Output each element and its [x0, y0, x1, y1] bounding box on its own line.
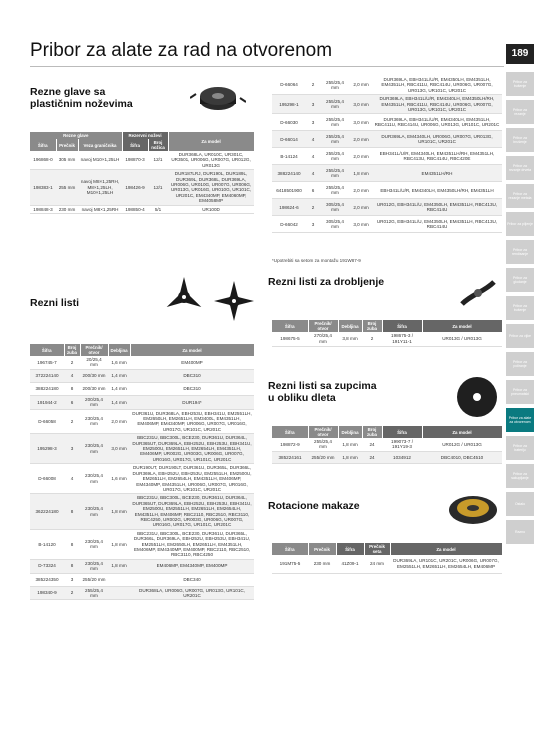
table-cell: 198383-1	[30, 170, 56, 205]
header-sifra-2: Šifra	[382, 320, 422, 332]
table-row	[30, 434, 254, 464]
table-cell: 305 mm	[56, 151, 78, 170]
table-cell: 372224140	[30, 369, 64, 382]
table-cell: DBC310	[130, 382, 254, 395]
sidebar-tab[interactable]: Ostalo	[506, 492, 534, 516]
section-title-rezne-glave	[30, 86, 133, 110]
table-cell: 1,8 mm	[108, 559, 130, 573]
section-title-rotacione-makaze: Rotacione makaze	[268, 500, 360, 512]
header-debljina: Debljina	[338, 426, 362, 438]
table-rezni-listi-continued	[272, 76, 502, 233]
table-cell: 198624-6	[272, 199, 306, 216]
table-cell: 198870-3	[122, 151, 148, 170]
header-sifra: Šifra	[272, 320, 308, 332]
table-cell: 385224350	[30, 573, 64, 586]
table-cell: 2,0 mm	[350, 148, 372, 165]
table-cell: 3	[306, 95, 320, 114]
table-cell: 2	[306, 76, 320, 95]
table-cell: 8	[64, 559, 80, 573]
table-row	[272, 114, 502, 131]
header-precnik-seta: Prečnik seta	[364, 543, 390, 555]
table-rezne-glave	[30, 132, 255, 214]
page-number: 189	[506, 44, 534, 64]
table-row	[272, 165, 502, 182]
sidebar-tab[interactable]: Pribor za vijke	[506, 324, 534, 348]
table-row	[272, 332, 502, 346]
table-cell: 1,4 mm	[108, 369, 130, 382]
table-cell: 230/25,4 mm	[80, 434, 108, 464]
table-cell: 2,0 mm	[350, 182, 372, 199]
table-cell: 3,0 mm	[350, 95, 372, 114]
table-cell: 195298-1	[272, 95, 306, 114]
sidebar-tab[interactable]: Pribor za bušenje	[506, 72, 534, 96]
table-cell: DUR369LA, EM4340LH, UR006G, UR007G, UR013G, UR101C, UR201C	[372, 131, 502, 148]
table-cell: EM406MP, EM4340MP, EM400MP	[130, 559, 254, 573]
table-cell: 3,0 mm	[350, 114, 372, 131]
table-cell: UR012G / UR013G	[422, 438, 502, 451]
table-cell: D-66014	[272, 131, 306, 148]
table-cell: 198340-9	[30, 586, 64, 600]
header-sifra-2: Šifra	[382, 426, 422, 438]
section-title-line2: u obliku dleta	[268, 392, 336, 404]
table-cell: 4	[306, 131, 320, 148]
table-cell: 2	[362, 332, 382, 346]
table-cell: 388224140	[272, 165, 306, 182]
table-cell: 1,6 mm	[108, 464, 130, 494]
section-title-line1: Rezne glave sa	[30, 86, 106, 98]
table-cell: 255/25,4 mm	[320, 95, 350, 114]
header-broj-zuba: Broj zuba	[362, 320, 382, 332]
header-za-model: Za model	[422, 320, 502, 332]
table-cell: 255/25,4 mm	[80, 586, 108, 600]
table-cell: 4	[306, 148, 320, 165]
table-cell: 255/25,4 mm	[320, 165, 350, 182]
table-cell: UR013G / UR013G	[422, 332, 502, 346]
section-title-rezni-listi: Rezni listi	[30, 297, 80, 309]
table-cell: 1,8 mm	[350, 165, 372, 182]
table-row	[272, 95, 502, 114]
section-title-line2: plastičnim noževima	[30, 98, 133, 110]
table-cell: D-66030	[272, 114, 306, 131]
table-row	[272, 451, 502, 463]
table-row	[272, 148, 502, 165]
header-broj-zuba: Broj zuba	[64, 344, 80, 356]
header-debljina: Debljina	[338, 320, 362, 332]
table-cell: 195298-3	[30, 434, 64, 464]
header-precnik: Prečnik	[308, 543, 336, 555]
table-row	[30, 464, 254, 494]
sidebar-tab[interactable]: Pribor za glodanje	[506, 268, 534, 292]
table-zupci	[272, 426, 503, 464]
table-cell: 4	[306, 165, 320, 182]
table-cell: 198675-5	[272, 332, 308, 346]
table-cell: 2	[64, 356, 80, 369]
table-cell: 198848-3	[30, 205, 56, 213]
sidebar-tab[interactable]: Pribor za bateriju	[506, 436, 534, 460]
section-title-line1: Rezni listi sa zupcima	[268, 380, 377, 392]
header-precnik: Prečnik	[56, 139, 78, 151]
table-cell: 24 mm	[364, 555, 390, 573]
sidebar-tab[interactable]: Pribor za brušenje	[506, 128, 534, 152]
table-cell: 198850-4	[122, 205, 148, 213]
table-cell: D-66042	[272, 216, 306, 233]
header-za-model: Za model	[390, 543, 502, 555]
table-cell: 196745-7	[30, 356, 64, 369]
table-cell: D-73324	[30, 559, 64, 573]
table-row	[30, 382, 254, 395]
sidebar-tab[interactable]: Pribor za rezanje drveta	[506, 156, 534, 180]
mulching-blade-image	[458, 274, 498, 312]
header-sifra: Šifra	[272, 543, 308, 555]
section-title-zupci	[268, 380, 377, 404]
table-cell: 3	[64, 573, 80, 586]
table-cell: 3,8 mm	[338, 332, 362, 346]
table-cell: 1,8 mm	[108, 494, 130, 529]
sidebar-tab[interactable]: Pribor za sakupljanje	[506, 464, 534, 488]
table-cell: 12/1	[148, 151, 168, 170]
header-precnik-otvor: Prečnik/ otvor	[308, 320, 338, 332]
header-precnik-otvor: Prečnik/ otvor	[308, 426, 338, 438]
table-cell: 2,0 mm	[108, 409, 130, 434]
table-row	[30, 151, 254, 170]
header-sifra: Šifra	[30, 139, 56, 151]
table-row	[30, 395, 254, 409]
table-cell: DUR369LA, EBH341L/U/R, EM4350LH, EM4351LH, EM4351LH, RBC411U, RBC414U, UR006G, UR007G, UR013G, UR101C, UR201C	[372, 76, 502, 95]
table-cell: 305/25,4 mm	[320, 199, 350, 216]
sidebar-tab[interactable]: Pribor za rendisanje	[506, 240, 534, 264]
cutter-blade-3-tooth-image	[162, 275, 206, 319]
table-cell: UR012G, EBH341L/U, EM4350LH, EM4351LH, RBC413U, RBC414U	[372, 199, 502, 216]
table-row	[30, 369, 254, 382]
header-divider	[30, 66, 504, 67]
table-cell: B-14124	[272, 148, 306, 165]
table-cell: DUR368LA, UR010C, UR301C, UR3501, UR006G, UR007G, UR012G, UR013G	[168, 151, 254, 170]
table-drobljenje	[272, 320, 503, 347]
table-row	[272, 438, 502, 451]
table-rezni-listi	[30, 344, 255, 600]
table-row	[30, 409, 254, 434]
header-za-model: Za model	[130, 344, 254, 356]
table-cell: BBC231U, BBC300L, BCE230, DUR361U, DUR365L, DUR366L, DUR369LA, EBH252U, EBH253U, EBH341U, EM2551LH, EM2650LH, EM2651LH, EM4351LH, EM406MP, EM4340MP, EM400MP, RBC2110, RBC2510, RBC3110, RBC4250	[130, 529, 254, 559]
table-cell: 230/25,4 mm	[80, 464, 108, 494]
table-cell: 1,4 mm	[108, 395, 130, 409]
table-cell: 12/1	[148, 170, 168, 205]
table-cell: 255/25,4 mm	[308, 438, 338, 451]
sidebar-tab[interactable]: Razno	[506, 520, 534, 544]
table-row	[272, 555, 502, 573]
sidebar-tab[interactable]: Pribor za rezanje metala	[506, 184, 534, 208]
section-title-drobljenje: Rezni listi za drobljenje	[268, 276, 385, 288]
table-cell: 2	[64, 409, 80, 434]
table-cell: 3	[306, 114, 320, 131]
table-cell: 2	[64, 586, 80, 600]
table-cell: 230/25,4 mm	[80, 529, 108, 559]
table-row	[272, 199, 502, 216]
table-cell: DUR368LA, UR006G, UR007G, UR013G, UR101C, UR201C	[130, 586, 254, 600]
table-cell: 2,0 mm	[350, 76, 372, 95]
table-cell: DUR369LA, UR101C, UR201C, UR006G, UR007G, EM2551LH, EM2651LH, EM2654LH, EM406MP	[390, 555, 502, 573]
table-cell: 255/25,4 mm	[320, 76, 350, 95]
table-cell: DUR187LRJ, DUR190L, DUR189L, DUR369L, DUR368L, DUR369LA, UR006G, UR010G, UR007G, UR006G, UR013G, UR016G, UR010G, UR101C, UR201C, EM4340MP, EM4060MP, EM4058MP	[168, 170, 254, 205]
table-cell: DUR190UT, DUR190LT, DUR361U, DUR365L, DUR366L, DUR369LA, EBH252U, EBH253U, EM2551LH, EM2500U, EM2651LH, EM2654LH, EM4351LH, EM406MP, EM4340MP, EM4351LH, UR006G, UR007G, UR016G, UR017G, UR101C, UR201C	[130, 464, 254, 494]
table-cell: DBC310	[130, 369, 254, 382]
table-cell: DUR361U, DUR368LA, EBH253U, EBH341U, EM2551LH, EM2650LH, EM2651LH, EM3400L, EM4351LH, EM406MP, EM4340MP, UR006G, UR007G, UR016G, UR017G, UR101C, UR201C	[130, 409, 254, 434]
table-cell: EBH341L/U/R, EM4340LH, EM4350LH/RH, EM4351LH	[372, 182, 502, 199]
table-cell: 305/25,4 mm	[320, 216, 350, 233]
table-cell: 1,4 mm	[108, 382, 130, 395]
table-cell: DUR369LA, EBH341L/U/R, EM4340LH, EM4351LH, RBC411U, RBC414U, UR006G, UR013G, UR101C, UR201C	[372, 114, 502, 131]
table-row	[30, 573, 254, 586]
table-cell: 4	[64, 369, 80, 382]
header-debljina: Debljina	[108, 344, 130, 356]
table-cell: 388224180	[30, 382, 64, 395]
table-row	[272, 76, 502, 95]
table-row	[30, 170, 254, 205]
table-cell: UR012G, EBH341L/U, EM4350LH, EM4351LH, RBC413U, RBC414U	[372, 216, 502, 233]
table-cell: 2	[306, 199, 320, 216]
table-cell: 8	[64, 494, 80, 529]
table-cell: BBC231U, BBC300L, BCE230, DUR361U, DUR364L, DUR365UT, DUR369LA, EBH252U, EBH253U, EBH341U, EM2500U, EM2651LH, EM2654LH, EM4351LH, EM406MP, UR002G, UR003G, UR006G, UR007G, UR016G, UR017G, UR101C, UR201C	[130, 434, 254, 464]
table-row	[30, 559, 254, 573]
table-cell: 255 mm	[56, 170, 78, 205]
header-sifra: Šifra	[30, 344, 64, 356]
table-cell: 4	[64, 464, 80, 494]
header-sifra: Šifra	[122, 139, 148, 151]
table-cell: 230/25,4 mm	[80, 494, 108, 529]
table-cell: 6	[64, 395, 80, 409]
page-title: Pribor za alate za rad na otvorenom	[30, 40, 333, 61]
table-cell: 198426-9	[122, 170, 148, 205]
table-cell: 255/25,4 mm	[320, 114, 350, 131]
table-cell: EBH341L/U/R, EM4340LH, EM4351LH/RH, EM4351LH, RBC413U, RBC414U, RBC420E	[372, 148, 502, 165]
table-cell: 5/1	[148, 205, 168, 213]
table-cell: navoj M10×1,25LH	[78, 151, 122, 170]
table-cell: 6418501900	[272, 182, 306, 199]
table-cell: EM400MP	[130, 356, 254, 369]
table-cell: 255/25,4 mm	[320, 131, 350, 148]
table-cell: 200/25,4 mm	[80, 395, 108, 409]
table-cell: 198872-9	[272, 438, 308, 451]
table-cell: DBC4010, DBC4510	[422, 451, 502, 463]
sidebar-tab[interactable]: Pribor za piljenje	[506, 212, 534, 236]
table-cell: DUR369LA, EBH341L/U/R, EM4340LH, EM4350LH/RH, EM4351LH, RBC411U, RBC414U, UR006G, UR007G, UR013G, UR101C, UR201C	[372, 95, 502, 114]
header-broj-nozica: Broj nožica	[148, 139, 168, 151]
table-cell: navoj M8×1,25RH	[78, 205, 122, 213]
table-row	[30, 586, 254, 600]
table-cell: DBC340	[130, 573, 254, 586]
table-cell: 198675-3 / 191Y11-1	[382, 332, 422, 346]
header-za-model: Za model	[168, 132, 254, 151]
footnote: *Upotrebiti sa setom za montažu 191W87-9	[272, 258, 361, 263]
table-cell: 6	[306, 182, 320, 199]
cutter-blade-4-tooth-image	[212, 279, 256, 323]
table-cell: 2,0 mm	[350, 131, 372, 148]
rotary-shears-image	[446, 490, 500, 530]
table-cell: 1,8 mm	[338, 438, 362, 451]
table-cell: EM4351LH/RH	[372, 165, 502, 182]
table-cell: BBC231U, BBC300L, BCE230, DUR361U, DUR364L, DUR365UT, DUR369LA, EBH252U, EBH253U, EBH341U, EM2500U, EM2551LH, EM2651LH, EM2654LH, EM4351LH, EM406MP, RBC2110, RBC2510, RBC3110, RBC4250, UR002G, UR003G, UR006G, UR007G, UR016G, UR017G, UR101C, UR201C	[130, 494, 254, 529]
table-cell: 2,0 mm	[350, 199, 372, 216]
table-cell: 230/25,4 mm	[80, 559, 108, 573]
table-cell	[108, 573, 130, 586]
table-row	[30, 494, 254, 529]
table-cell: 1,8 mm	[108, 529, 130, 559]
table-cell: D-66058	[30, 409, 64, 434]
table-cell: 1,8 mm	[338, 451, 362, 463]
table-cell: 270/25,4 mm	[308, 332, 338, 346]
table-cell: navoj M8×1,25RH, M8×1,25LH, M10×1,25LH	[78, 170, 122, 205]
table-cell: 24	[362, 438, 382, 451]
table-cell: 255/25,4 mm	[320, 148, 350, 165]
table-cell: 20/25,4 mm	[80, 356, 108, 369]
table-cell: 230 mm	[308, 555, 336, 573]
table-cell: B-14120	[30, 529, 64, 559]
table-cell: 1,6 mm	[108, 356, 130, 369]
header-broj-zuba: Broj zuba	[362, 426, 382, 438]
table-cell	[108, 586, 130, 600]
table-cell: 41Z09-1	[336, 555, 364, 573]
header-group-rezervni-nozevi: Rezervni noževi	[122, 132, 168, 139]
table-cell: 230 mm	[56, 205, 78, 213]
table-cell: UR100D	[168, 205, 254, 213]
table-cell: 3	[64, 434, 80, 464]
table-cell: 385224161	[272, 451, 308, 463]
table-row	[272, 216, 502, 233]
table-row	[272, 131, 502, 148]
header-sifra: Šifra	[272, 426, 308, 438]
table-row	[272, 182, 502, 199]
table-cell: 230/25,4 mm	[80, 409, 108, 434]
table-cell: 362224180	[30, 494, 64, 529]
table-cell: 3,0 mm	[108, 434, 130, 464]
table-row	[30, 529, 254, 559]
header-group-rezne-glave: Rezne glave	[30, 132, 122, 139]
table-cell: 24	[362, 451, 382, 463]
header-sifra-2: Šifra	[336, 543, 364, 555]
table-cell: 3	[306, 216, 320, 233]
table-cell: 191M75-5	[272, 555, 308, 573]
chisel-tooth-blade-image	[454, 374, 500, 420]
table-cell: 191944-2	[30, 395, 64, 409]
table-cell: 199073-7 / 191Y19-3	[382, 438, 422, 451]
table-row	[30, 356, 254, 369]
header-veza: Veza graničnika	[78, 139, 122, 151]
table-cell: 255/20 mm	[308, 451, 338, 463]
header-precnik-otvor: Prečnik/ otvor	[80, 344, 108, 356]
table-cell: 1034912	[382, 451, 422, 463]
table-cell: 8	[64, 529, 80, 559]
sidebar-tab[interactable]: Pribor za rezanje	[506, 100, 534, 124]
table-cell: 200/30 mm	[80, 369, 108, 382]
sidebar-tab[interactable]: Pribor za bušenje	[506, 296, 534, 320]
sidebar-tab[interactable]: Pribor za alate za otvorenom	[506, 408, 534, 432]
table-cell: 200/30 mm	[80, 382, 108, 395]
table-cell: DUR194*	[130, 395, 254, 409]
table-cell: 196868-0	[30, 151, 56, 170]
trimmer-head-image	[190, 78, 246, 124]
sidebar-tabs	[506, 72, 534, 548]
header-za-model: Za model	[422, 426, 502, 438]
sidebar-tab[interactable]: Pribor za pneumatski	[506, 380, 534, 404]
table-row	[30, 205, 254, 213]
table-rotacione-makaze	[272, 543, 503, 574]
table-cell: D-66008	[30, 464, 64, 494]
table-cell: 8	[64, 382, 80, 395]
table-cell: 255/20 mm	[80, 573, 108, 586]
table-cell: 3,0 mm	[350, 216, 372, 233]
sidebar-tab[interactable]: Pribor za poliranje	[506, 352, 534, 376]
table-cell: 255/25,4 mm	[320, 182, 350, 199]
table-cell: D-66064	[272, 76, 306, 95]
